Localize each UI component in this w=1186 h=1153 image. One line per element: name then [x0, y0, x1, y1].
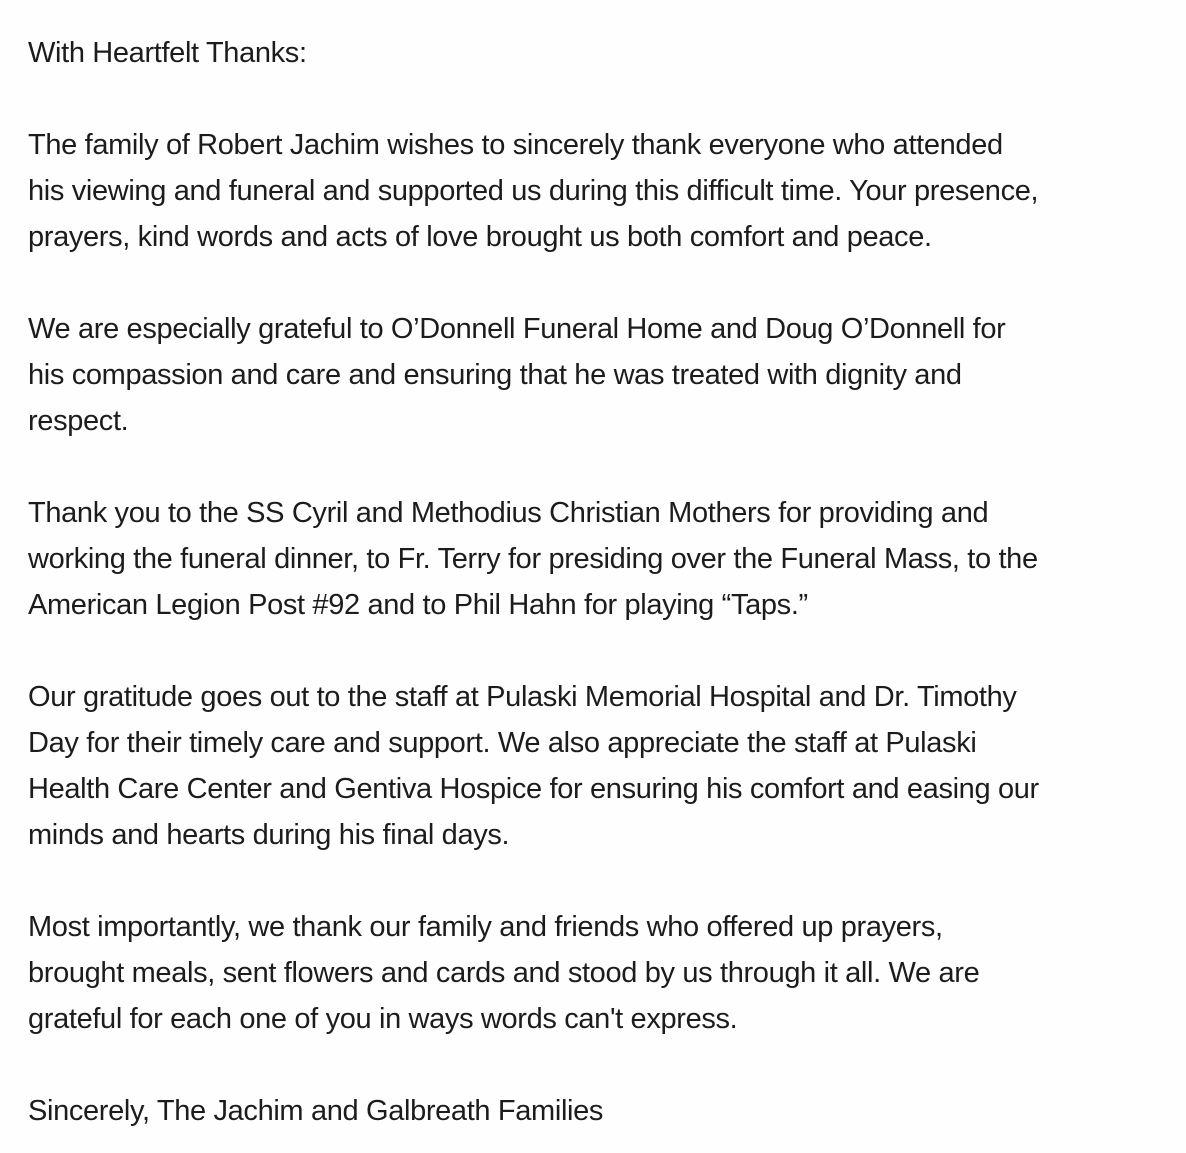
paragraph-line: Thank you to the SS Cyril and Methodius Christian Mothers for providing and	[28, 497, 989, 529]
paragraph-gap	[28, 76, 1158, 122]
paragraph-line: minds and hearts during his final days.	[28, 819, 510, 851]
paragraph-gap	[28, 628, 1158, 674]
paragraph-thanks-church-legion	[28, 490, 1158, 628]
paragraph-line: Most importantly, we thank our family and friends who offered up prayers,	[28, 911, 943, 943]
paragraph-line: American Legion Post #92 and to Phil Hahn for playing “Taps.”	[28, 589, 808, 621]
paragraph-gap	[28, 444, 1158, 490]
paragraph-line: The family of Robert Jachim wishes to sincerely thank everyone who attended	[28, 129, 1003, 161]
paragraph-line: his compassion and care and ensuring that he was treated with dignity and	[28, 359, 962, 391]
letter-closing-signature: Sincerely, The Jachim and Galbreath Families	[28, 1095, 604, 1127]
paragraph-thanks-attendees	[28, 122, 1158, 260]
paragraph-line: grateful for each one of you in ways words can't express.	[28, 1003, 738, 1035]
paragraph-thanks-funeral-home	[28, 306, 1158, 444]
paragraph-line: Day for their timely care and support. We also appreciate the staff at Pulaski	[28, 727, 977, 759]
paragraph-line: Health Care Center and Gentiva Hospice for ensuring his comfort and easing our	[28, 773, 1039, 805]
thank-you-letter	[28, 30, 1158, 1134]
paragraph-gap	[28, 858, 1158, 904]
paragraph-line: prayers, kind words and acts of love brought us both comfort and peace.	[28, 221, 932, 253]
paragraph-line: respect.	[28, 405, 129, 437]
paragraph-line: working the funeral dinner, to Fr. Terry for presiding over the Funeral Mass, to the	[28, 543, 1038, 575]
paragraph-thanks-medical-staff	[28, 674, 1158, 858]
paragraph-line: brought meals, sent flowers and cards and stood by us through it all. We are	[28, 957, 980, 989]
paragraph-gap	[28, 260, 1158, 306]
paragraph-line: his viewing and funeral and supported us during this difficult time. Your presence,	[28, 175, 1039, 207]
paragraph-line: Our gratitude goes out to the staff at Pulaski Memorial Hospital and Dr. Timothy	[28, 681, 1017, 713]
paragraph-gap	[28, 1042, 1158, 1088]
paragraph-thanks-family-friends	[28, 904, 1158, 1042]
letter-greeting: With Heartfelt Thanks:	[28, 37, 307, 69]
paragraph-line: We are especially grateful to O’Donnell Funeral Home and Doug O’Donnell for	[28, 313, 1006, 345]
